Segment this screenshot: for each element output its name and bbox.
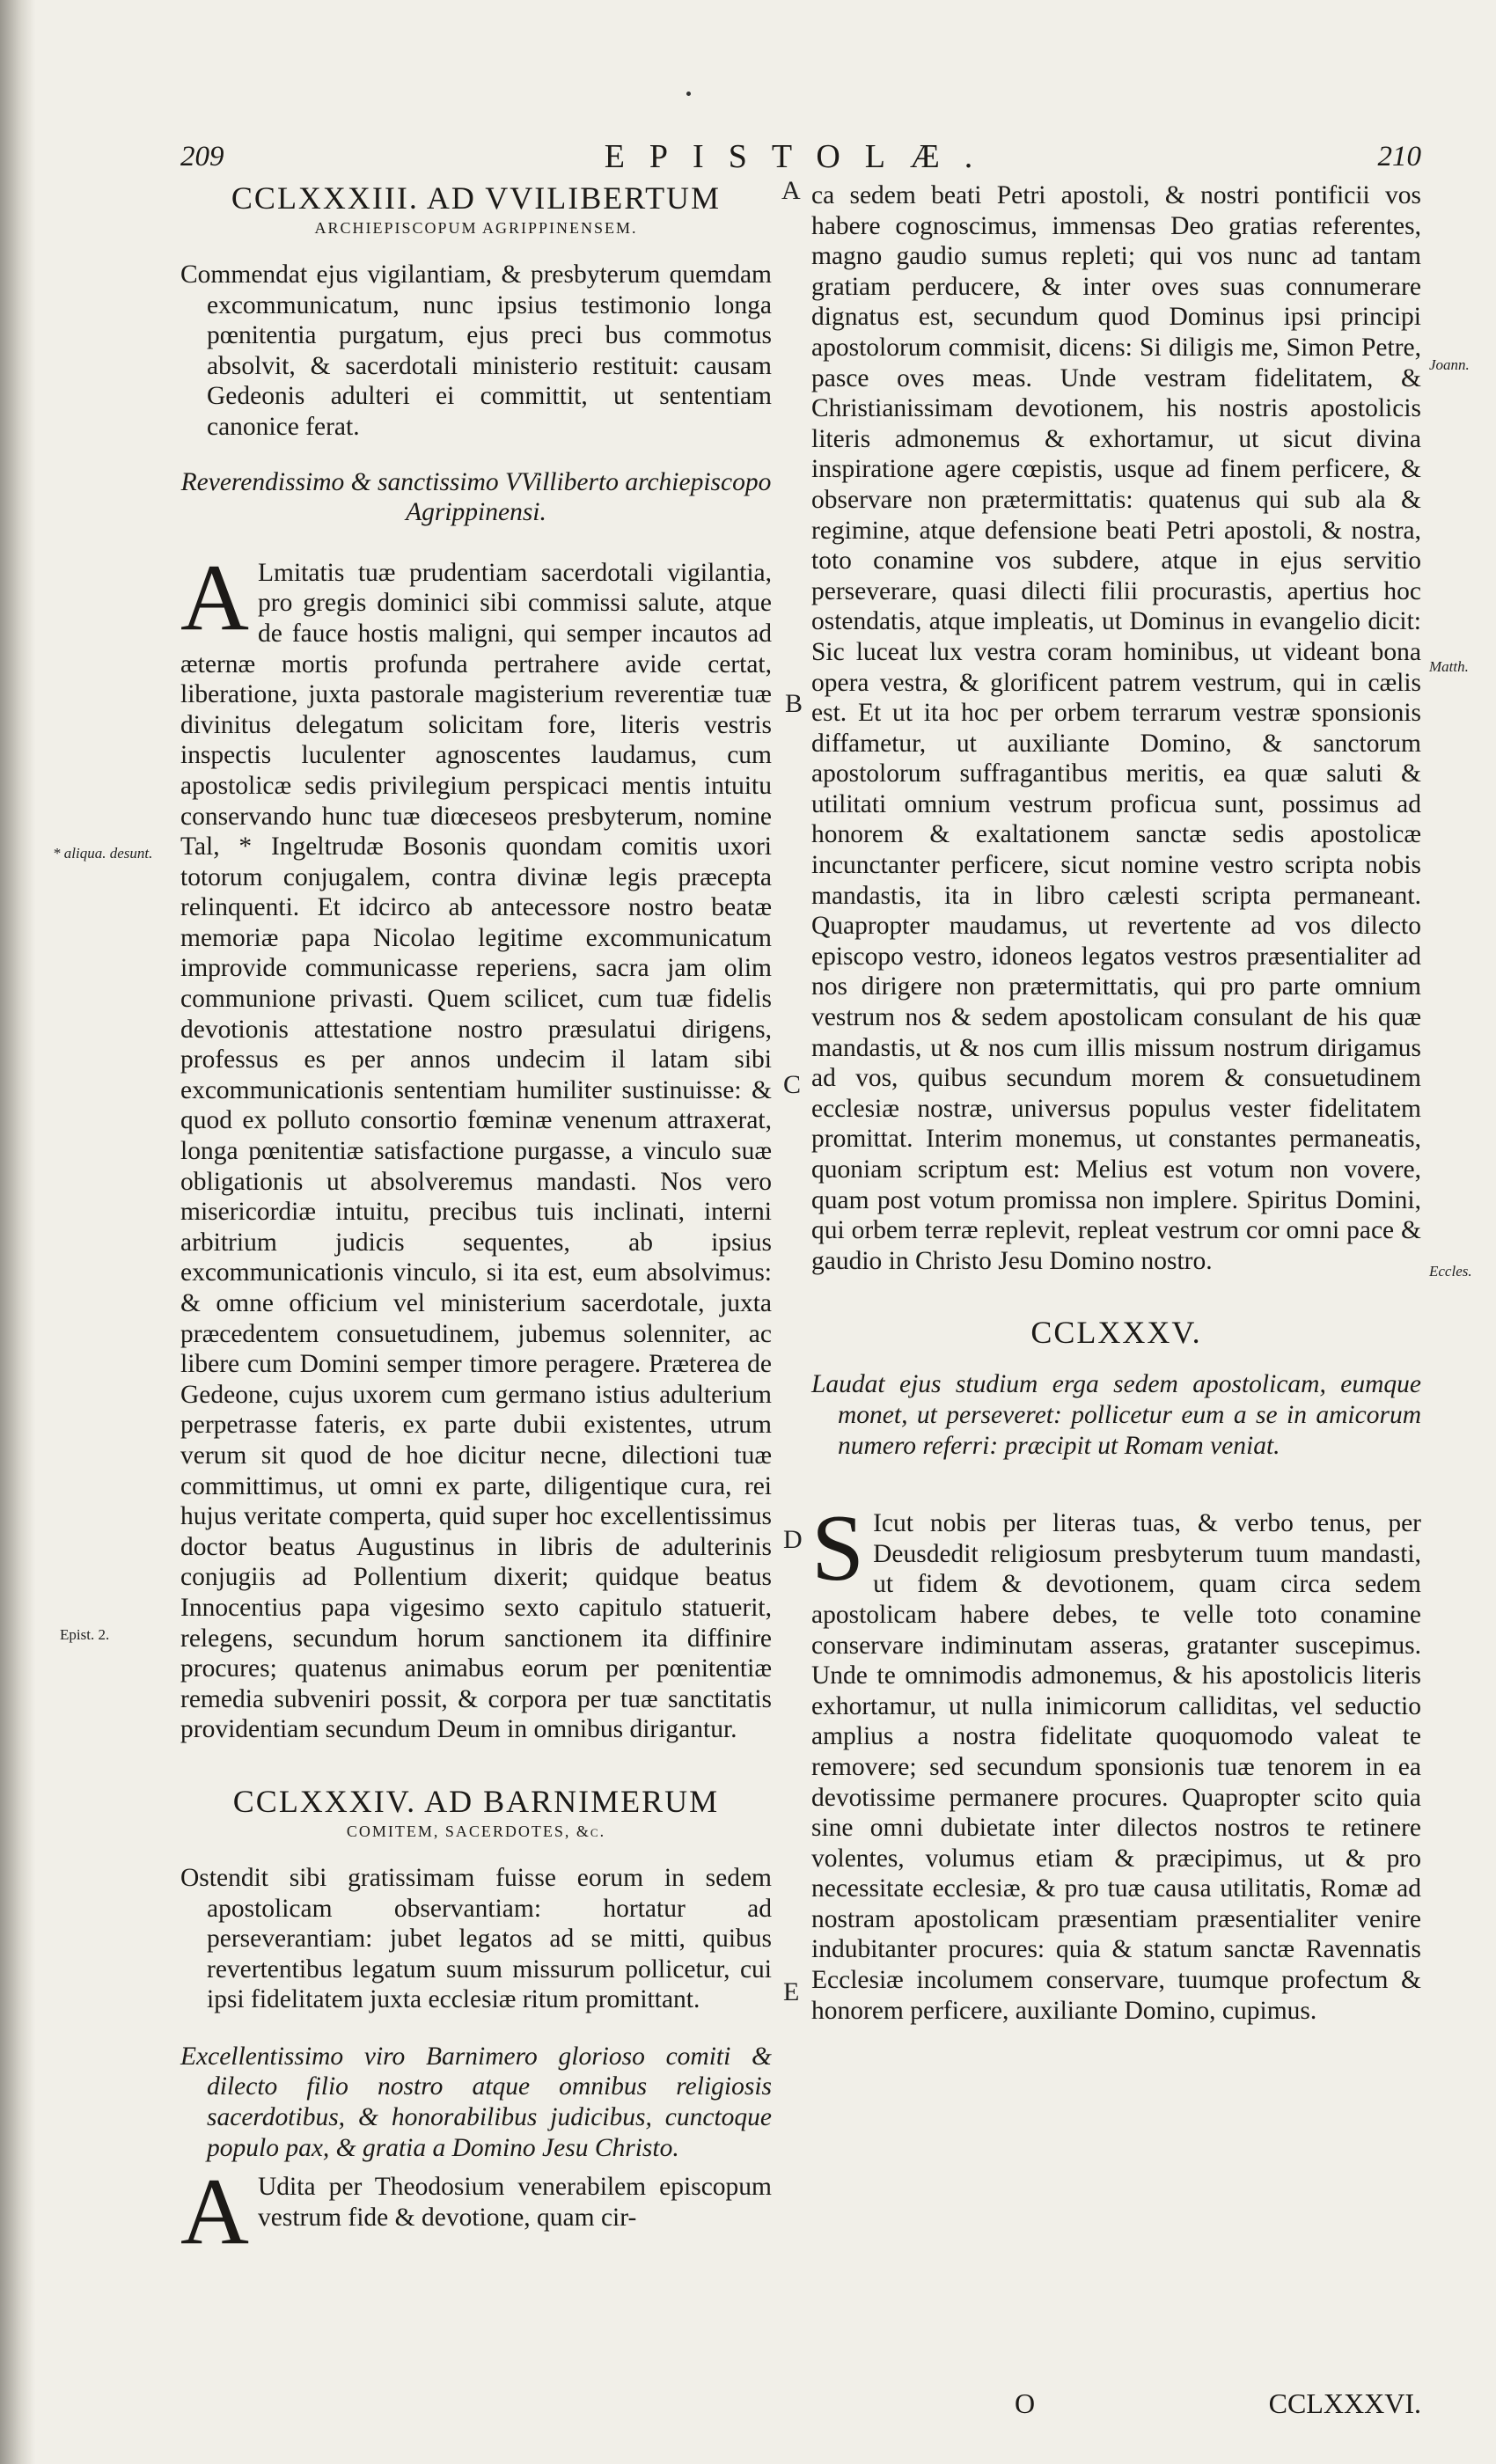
letter-283-dropcap: A [180, 545, 249, 650]
letter-284-body [180, 2160, 772, 2265]
letter-285-heading: CCLXXXV. [1030, 1315, 1202, 1351]
margin-note-matth: Matth. [1429, 658, 1469, 675]
margin-marker-e: E [783, 1977, 800, 2006]
letter-284-subheading: COMITEM, SACERDOTES, &c. [346, 1822, 606, 1840]
letter-284-salutation: Excellentissimo viro Barnimero glorioso comiti & dilecto filio nostro atque omnibus religiosis sacerdotibus, & honorabilibus judicibus, cunctoque populo pax, & gratia a Domino Jesu Christo. [180, 2042, 772, 2162]
signature-mark: O [1015, 2387, 1036, 2419]
running-title: EPISTOLÆ. [604, 138, 998, 175]
margin-marker-b: B [785, 689, 803, 718]
letter-283-summary: Commendat ejus vigilantiam, & presbyterum quemdam excommunicatum, nunc ipsius testimonio longa pœnitentia purgatum, ejus preci bus commotus absolvit, & sacerdotali ministerio restituit: causam Gedeonis adulteri ei committit, ut sententiam canonice ferat. [180, 260, 772, 441]
letter-285-dropcap: S [811, 1496, 865, 1602]
margin-note-aliqua: * aliqua. desunt. [53, 845, 153, 862]
margin-marker-a: A [781, 176, 801, 205]
letter-283-body [180, 545, 772, 1745]
left-column [180, 180, 772, 2265]
letter-285-body-text: Icut nobis per literas tuas, & verbo tenus, per Deusdedit religiosum presbyterum tuum mandasti, ut fidem & devotionem, quam circa sedem apostolicam habere debes, te velle toto conamine conservare indiminutam asseras, gratanter suscepimus. Unde te omnimodis admonemus, & his apostolicis literis exhortamur, ut nulla inimicorum calliditas, vel seductio amplius a nostra fidelitate quoquomodo valeat te removere; sed secundum sponsionis tuæ tenorem in ea devotissime permanere procures. Quapropter scito quia sine omni dubietate inter dilectos nostros te retinere volentes, volumus etiam & præcipimus, ut & pro necessitate ecclesiæ, & pro tuæ causa utilitatis, Romæ ad nostram apostolicam præsentiam præsentialiter venire indubitanter procures: quia & statum sanctæ Ravennatis Ecclesiæ incolumem conservare, tuumque profectum & honorem perficere, auxiliante Domino, cupimus. [811, 1509, 1421, 2025]
margin-marker-d: D [783, 1525, 803, 1554]
margin-note-eccles: Eccles. [1429, 1263, 1472, 1280]
letter-283-body-text: Lmitatis tuæ prudentiam sacerdotali vigilantia, pro gregis dominici sibi commissi salute, atque de fauce hostis maligni, qui semper incautos ad æternæ mortis profunda pertrahere avide certat, liberatione, juxta pastorale magisterium reverentiæ tuæ divinitus delegatum solicitam fore, literis vestris inspectis luculenter agnoscentes laudamus, cum apostolicæ sedis privilegium perspicaci mentis intuitu conservando hunc tuæ diœceseos presbyterum, nomine Tal, * Ingeltrudæ Bosonis quondam comitis uxori totorum conjugalem, contra divinæ legis præcepta relinquenti. Et idcirco ab antecessore nostro beatæ memoriæ papa Nicolao legitime excommunicatum improvide communicasse reperiens, sacra jam olim communione privasti. Quem scilicet, cum tuæ fidelis devotionis attestatione nostro præsulatui dirigens, professus es per annos undecim il latam sibi excommunicationis sententiam humiliter sustinuisse: & quod ex polluto consortio fœminæ venenum attraxerat, longa pœnitentiæ satisfactione purgasse, a vinculo suæ obligationis ut absolveremus mandasti. Nos vero misericordiæ intuitu, precibus tuis inclinati, interni arbitrium judicis sequentes, ab ipsius excommunicationis vinculo, si ita est, eum absolvimus: & omne officium vel ministerium sacerdotale, juxta præcedentem consuetudinem, jubemus solenniter, ac libere cum Domini semper timore peragere. Præterea de Gedeone, cujus uxorem cum germano istius adulterium perpetrasse fateris, ex parte dubii existentes, utrum verum sit quod de hoe dicitur necne, dilectioni tuæ committimus, ut omni ex parte, diligentique cura, rei hujus veritate comperta, quid super hoc excellentissimus doctor beatus Augustinus in libris de adulterinis conjugiis ad Pollentium dixerit; quidque beatus Innocentius papa vigesimo sexto capitulo statuerit, relegens, secundum horum sanctionem ita diffinire procures; quatenus animabus eorum per pœnitentiæ remedia subveniri possit, & corpora per tuæ sanctitatis providentiam secundum Deum in omnibus dirigantur. [180, 558, 772, 1744]
right-column [811, 180, 1421, 2026]
page-number-right: 210 [1377, 141, 1421, 172]
page-gutter-shadow [0, 0, 35, 2464]
page-number-left: 209 [180, 141, 224, 172]
margin-marker-c: C [783, 1070, 802, 1099]
letter-284-heading: CCLXXXIV. AD BARNIMERUM [232, 1783, 720, 1819]
letter-283-heading: CCLXXXIII. AD VVILIBERTUM [231, 180, 722, 216]
letter-285-body [811, 1496, 1421, 2026]
margin-note-epist: Epist. 2. [60, 1626, 110, 1643]
margin-note-joann: Joann. [1429, 356, 1470, 373]
page-footer [180, 2387, 1421, 2423]
letter-284-dropcap: A [180, 2160, 249, 2265]
catchword: CCLXXXVI. [1268, 2387, 1421, 2419]
letter-283-subheading: ARCHIEPISCOPUM AGRIPPINENSEM. [314, 219, 638, 237]
letter-285-summary: Laudat ejus studium erga sedem apostolicam, eumque monet, ut perseveret: pollicetur eum a se in amicorum numero referri: præcipit ut Romam veniat. [811, 1370, 1421, 1460]
letter-284-body-text: Udita per Theodosium venerabilem episcopum vestrum fide & devotione, quam cir- [258, 2173, 772, 2232]
letter-284-continuation: ca sedem beati Petri apostoli, & nostri pontificii vos habere cognoscimus, immensas Deo gratias referentes, magno gaudio sumus repleti; qui vos nunc ad tantam gratiam perducere, & inter oves suas connumerare dignatus est, secundum quod Dominus ipsi principi apostolorum commisit, dicens: Si diligis me, Simon Petre, pasce oves meas. Unde vestram fidelitatem, & Christianissimam devotionem, his nostris apostolicis literis admonemus & exhortamur, ut sicut divina inspiratione agere cœpistis, usque ad finem perficere, & observare non prætermittatis: quatenus qui sub ala & regimine, atque defensione beati Petri apostoli, & nostra, toto conamine vos subdere, atque in ejus servitio perseverare, quasi dilecti filii procurastis, apertius hoc ostendatis, atque impleatis, ut Dominus in evangelio dicit: Sic luceat lux vestra coram hominibus, ut videant bona opera vestra, & glorificent patrem vestrum, qui in cælis est. Et ut ita hoc per orbem terrarum vestræ sponsionis diffametur, ut auxiliante Domino, & sanctorum apostolorum suffragantibus meritis, ea quæ saluti & utilitati omnium vestrum proficua sunt, possimus ad honorem & exaltationem sanctæ sedis apostolicæ incunctanter perficere, sicut nomine vestro scripta nobis mandastis, ita in libro cælesti scripta permaneant. Quapropter maudamus, ut revertente ad vos dilecto episcopo vestro, idoneos legatos vestros præsentialiter ad nos dirigere non prætermittatis, qui pro parte omnium vestrum nos & sedem apostolicam consulant de his quæ mandastis, ut & nos cum illis missum nostrum dirigamus ad vos, quibus secundum morem & consuetudinem ecclesiæ nostræ, universus populus vester fidelitatem promittat. Interim monemus, ut constantes permaneatis, quoniam scriptum est: Melius est votum non vovere, quam post votum promissa non implere. Spiritus Domini, qui orbem terræ replevit, repleat vestrum cor omni pace & gaudio in Christo Jesu Domino nostro. [811, 181, 1421, 1275]
page-header [180, 138, 1421, 180]
letter-284-summary: Ostendit sibi gratissimam fuisse eorum in sedem apostolicam observantiam: hortatur ad perseverantiam: jubet legatos ad se mitti, quibus revertentibus legatum suum missurum pollicetur, cui ipsi fidelitatem juxta ecclesiæ ritum promittant. [180, 1863, 772, 2014]
letter-283-address: Reverendissimo & sanctissimo VVilliberto archiepiscopo Agrippinensi. [180, 467, 772, 527]
printer-dot [686, 92, 691, 96]
